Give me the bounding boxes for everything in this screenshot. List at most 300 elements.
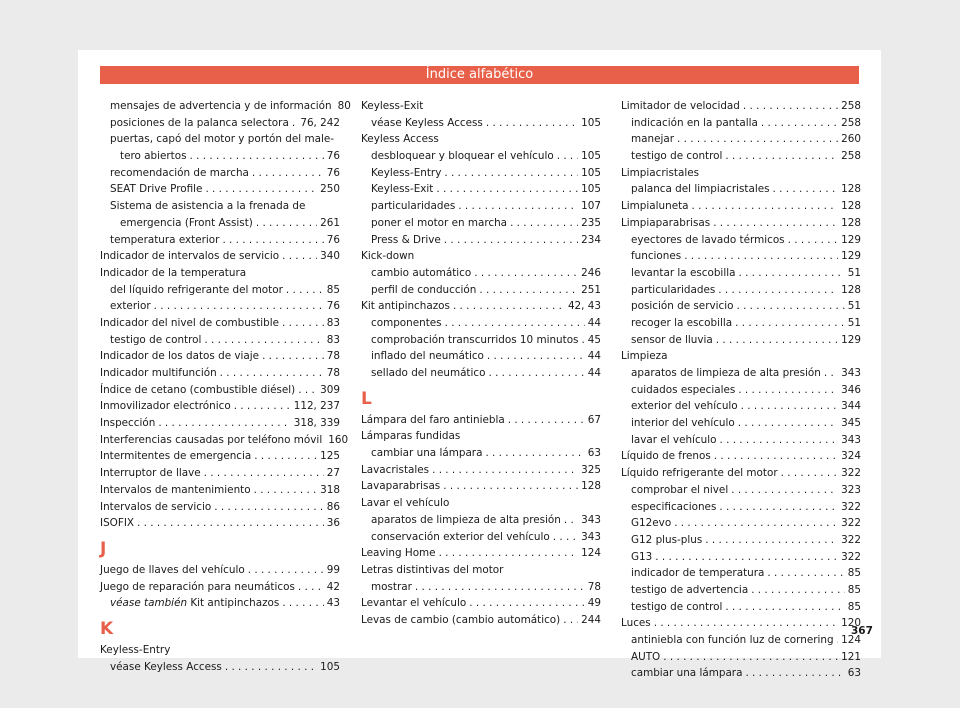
- page-reference[interactable]: 86: [326, 500, 340, 513]
- index-entry: [621, 232, 861, 249]
- entry-text: [110, 115, 289, 132]
- dot-leader: [553, 529, 578, 546]
- page-reference[interactable]: 261: [320, 216, 340, 229]
- entry-label: mensajes de advertencia y de información: [110, 100, 332, 112]
- index-entry: [361, 115, 601, 132]
- dot-leader: [731, 482, 838, 499]
- entry-text: [110, 181, 202, 198]
- dot-leader: [719, 499, 838, 516]
- dot-leader: [824, 365, 838, 382]
- entry-text: [631, 315, 732, 332]
- index-entry: [361, 445, 601, 462]
- page-reference[interactable]: 322: [841, 500, 861, 513]
- page-reference[interactable]: 51: [847, 266, 861, 279]
- entry-text: [110, 131, 334, 148]
- page-reference[interactable]: 78: [326, 350, 340, 363]
- dot-leader: [479, 282, 578, 299]
- page-reference[interactable]: 322: [841, 533, 861, 546]
- entry-label: comprobación transcurridos 10 minutos: [371, 333, 579, 346]
- page-reference[interactable]: 343: [581, 530, 601, 543]
- entry-label: Índice de cetano (combustible diésel): [100, 383, 296, 396]
- dot-leader: [262, 348, 324, 365]
- entry-label: Indicador de intervalos de servicio: [100, 250, 280, 263]
- entry-text: [621, 215, 710, 232]
- entry-label: Levas de cambio (cambio automático): [361, 613, 561, 626]
- entry-text: [100, 448, 251, 465]
- entry-text: [631, 582, 748, 599]
- entry-label: levantar la escobilla: [631, 266, 736, 279]
- index-entry: [100, 415, 340, 432]
- entry-label: Limpiacristales: [621, 166, 700, 179]
- dot-leader: [705, 532, 838, 549]
- page-reference[interactable]: 260: [841, 133, 861, 146]
- dot-leader: [445, 315, 585, 332]
- entry-text: [631, 131, 674, 148]
- entry-label: cuidados especiales: [631, 383, 736, 396]
- entry-label: AUTO: [631, 650, 661, 663]
- entry-label: Keyless-Entry: [371, 166, 442, 179]
- entry-text: [110, 165, 249, 182]
- entry-label: perfil de conducción: [371, 283, 477, 296]
- index-entry: [100, 382, 340, 399]
- entry-label: tero abiertos: [120, 150, 187, 163]
- page-reference[interactable]: 124: [581, 547, 601, 560]
- page-reference[interactable]: 128: [841, 183, 861, 196]
- page-reference[interactable]: 78: [326, 367, 340, 379]
- entry-label: cambiar una lámpara: [631, 667, 743, 680]
- dot-leader: [298, 579, 324, 596]
- page-reference[interactable]: 83: [326, 316, 340, 329]
- entry-text: [100, 579, 295, 596]
- page-reference[interactable]: 128: [841, 200, 861, 213]
- page-reference[interactable]: 63: [847, 667, 861, 680]
- page-reference[interactable]: 129: [841, 233, 861, 246]
- index-entry: [100, 642, 340, 659]
- entry-text: [361, 131, 439, 148]
- entry-text: [110, 659, 222, 676]
- entry-label: posición de servicio: [631, 300, 734, 313]
- page-reference[interactable]: 128: [841, 216, 861, 229]
- entry-label: G13: [631, 550, 653, 563]
- entry-label: Indicador de la temperatura: [100, 266, 247, 279]
- entry-label: puertas, capó del motor y portón del male-: [110, 133, 334, 146]
- index-entry: [621, 265, 861, 282]
- index-entry: [621, 398, 861, 415]
- dot-leader: [214, 499, 324, 516]
- page-reference[interactable]: 45: [587, 333, 601, 346]
- page-reference[interactable]: 258: [841, 100, 861, 112]
- page-reference[interactable]: 343: [841, 433, 861, 446]
- index-entry: [621, 165, 861, 182]
- page-reference[interactable]: 76, 242: [300, 116, 340, 129]
- entry-label: ISOFIX: [100, 517, 134, 530]
- dot-leader: [292, 115, 298, 132]
- index-entry: [100, 579, 340, 596]
- dot-leader: [282, 248, 317, 265]
- index-entry: [100, 115, 340, 132]
- entry-text: [621, 348, 668, 365]
- dot-leader: [557, 148, 578, 165]
- entry-label: recoger la escobilla: [631, 316, 733, 329]
- dot-leader: [736, 298, 844, 315]
- dot-leader: [718, 282, 838, 299]
- page-reference[interactable]: 78: [587, 580, 601, 593]
- index-entry: [361, 612, 601, 629]
- entry-text: [621, 615, 651, 632]
- page-reference[interactable]: 85: [847, 567, 861, 580]
- page-reference[interactable]: 105: [581, 166, 601, 179]
- dot-leader: [684, 248, 838, 265]
- entry-text: [120, 148, 187, 165]
- page-reference[interactable]: 129: [841, 250, 861, 263]
- dot-leader: [735, 315, 845, 332]
- entry-label: Interferencias causadas por teléfono móvil: [100, 433, 323, 446]
- index-entry: [621, 649, 861, 666]
- dot-leader: [220, 365, 324, 382]
- index-entry: [621, 282, 861, 299]
- entry-label: véase Keyless Access: [110, 660, 222, 673]
- entry-label: testigo de advertencia: [631, 583, 749, 596]
- dot-leader: [234, 398, 291, 415]
- dot-leader: [444, 165, 578, 182]
- page-reference[interactable]: 105: [581, 150, 601, 163]
- page-reference[interactable]: 309: [320, 383, 340, 396]
- entry-label: testigo de control: [631, 600, 723, 613]
- page-reference[interactable]: 325: [581, 463, 601, 476]
- page-reference[interactable]: 235: [581, 216, 601, 229]
- index-entry: [100, 562, 340, 579]
- index-entry: [621, 332, 861, 349]
- entry-label: Kick-down: [361, 250, 415, 263]
- entry-text: [371, 181, 433, 198]
- entry-text: [371, 579, 412, 596]
- page-reference[interactable]: 63: [587, 447, 601, 460]
- dot-leader: [488, 365, 584, 382]
- entry-label: Press & Drive: [371, 233, 441, 246]
- dot-leader: [222, 232, 323, 249]
- page-reference[interactable]: 99: [326, 563, 340, 576]
- index-entry: [100, 398, 340, 415]
- page-reference[interactable]: 343: [581, 513, 601, 526]
- index-entry: [361, 529, 601, 546]
- entry-label: aparatos de limpieza de alta presión: [631, 367, 821, 379]
- index-entry: [100, 365, 340, 382]
- index-entry: [621, 499, 861, 516]
- dot-leader: [751, 582, 845, 599]
- dot-leader: [256, 215, 317, 232]
- entry-text: [361, 462, 429, 479]
- index-entry: [100, 515, 340, 532]
- dot-leader: [738, 265, 844, 282]
- section-letter: L: [361, 388, 372, 409]
- dot-leader: [508, 412, 585, 429]
- page-reference[interactable]: 51: [847, 316, 861, 329]
- index-entry: [361, 478, 601, 495]
- dot-leader: [204, 332, 323, 349]
- entry-label: interior del vehículo: [631, 417, 735, 430]
- entry-label: G12evo: [631, 517, 672, 530]
- index-entry: [100, 131, 340, 148]
- dot-leader: [564, 512, 578, 529]
- entry-label: cambiar una lámpara: [371, 447, 483, 460]
- entry-text: [631, 665, 742, 682]
- dot-leader: [788, 232, 839, 249]
- index-entry: [100, 248, 340, 265]
- entry-label: componentes: [371, 316, 442, 329]
- index-entry: [100, 448, 340, 465]
- entry-label: Lavacristales: [361, 463, 430, 476]
- page-reference[interactable]: 345: [841, 417, 861, 430]
- entry-label: testigo de control: [631, 150, 723, 163]
- index-entry: [361, 332, 601, 349]
- page-reference[interactable]: 44: [587, 316, 601, 329]
- dot-leader: [677, 131, 838, 148]
- dot-leader: [443, 478, 578, 495]
- index-column-2: [361, 98, 601, 629]
- page-reference[interactable]: 324: [841, 450, 861, 463]
- entry-text: [361, 595, 466, 612]
- page-reference[interactable]: 83: [326, 333, 340, 346]
- dot-leader: [663, 649, 838, 666]
- entry-text: [631, 265, 735, 282]
- entry-label: Indicador multifunción: [100, 367, 217, 379]
- entry-label: cambio automático: [371, 266, 472, 279]
- entry-label: Leaving Home: [361, 547, 436, 560]
- page-reference[interactable]: 67: [587, 413, 601, 426]
- index-entry: [621, 198, 861, 215]
- entry-label: indicador de temperatura: [631, 567, 765, 580]
- index-entry: [100, 215, 340, 232]
- page-reference[interactable]: 51: [847, 300, 861, 313]
- entry-label: desbloquear y bloquear el vehículo: [371, 150, 554, 163]
- dot-leader: [453, 298, 565, 315]
- page-reference[interactable]: 160: [328, 433, 349, 446]
- dot-leader: [436, 181, 578, 198]
- entry-text: [371, 215, 507, 232]
- dot-leader: [158, 415, 290, 432]
- entry-text: [631, 398, 738, 415]
- page-reference[interactable]: 44: [587, 350, 601, 363]
- page-reference[interactable]: 343: [841, 367, 861, 379]
- index-entry: [361, 248, 601, 265]
- entry-label: mostrar: [371, 580, 412, 593]
- page-reference[interactable]: 27: [326, 467, 340, 480]
- entry-label: Lavar el vehículo: [361, 497, 450, 510]
- entry-text: [371, 529, 550, 546]
- index-entry: [361, 562, 601, 579]
- page-reference[interactable]: 322: [841, 517, 861, 530]
- index-entry: [621, 315, 861, 332]
- index-entry: [361, 198, 601, 215]
- entry-label: G12 plus-plus: [631, 533, 703, 546]
- index-entry: [100, 499, 340, 516]
- index-entry: [621, 98, 861, 115]
- entry-label: SEAT Drive Profile: [110, 183, 203, 196]
- entry-label: Kit antipinchazos: [190, 597, 280, 610]
- page-reference[interactable]: 85: [847, 583, 861, 596]
- page-reference[interactable]: 121: [841, 650, 861, 663]
- dot-leader: [444, 232, 578, 249]
- index-entry: [621, 181, 861, 198]
- index-entry: [621, 549, 861, 566]
- index-entry: [100, 148, 340, 165]
- dot-leader: [837, 632, 839, 649]
- dot-leader: [738, 415, 838, 432]
- page-reference[interactable]: 105: [320, 660, 340, 673]
- index-entry: [361, 215, 601, 232]
- entry-label: manejar: [631, 133, 674, 146]
- dot-leader: [510, 215, 578, 232]
- index-entry: [621, 582, 861, 599]
- entry-text: [631, 282, 715, 299]
- entry-text: [100, 499, 211, 516]
- page-reference[interactable]: 128: [841, 283, 861, 296]
- page-reference[interactable]: 43: [326, 597, 340, 610]
- page-reference[interactable]: 49: [587, 597, 601, 610]
- page-reference[interactable]: 258: [841, 116, 861, 129]
- index-entry: [361, 315, 601, 332]
- page-reference[interactable]: 85: [326, 283, 340, 296]
- dot-leader: [254, 448, 317, 465]
- index-entry: [361, 348, 601, 365]
- page-reference[interactable]: 129: [841, 333, 861, 346]
- entry-text: [100, 348, 259, 365]
- page-reference[interactable]: 244: [581, 613, 601, 626]
- page-reference[interactable]: 80: [337, 100, 351, 112]
- entry-text: [631, 382, 735, 399]
- entry-label: Levantar el vehículo: [361, 597, 467, 610]
- index-entry: [621, 115, 861, 132]
- entry-label: emergencia (Front Assist): [120, 216, 253, 229]
- index-entry: [621, 565, 861, 582]
- entry-label: Limitador de velocidad: [621, 100, 740, 112]
- entry-label: Juego de llaves del vehículo: [100, 563, 245, 576]
- page-reference[interactable]: 318, 339: [293, 417, 340, 430]
- entry-label: Interruptor de llave: [100, 467, 201, 480]
- entry-label: Líquido refrigerante del motor: [621, 467, 778, 480]
- page-reference[interactable]: 318: [320, 483, 340, 496]
- entry-label: Indicador del nivel de combustible: [100, 316, 280, 329]
- entry-label: exterior: [110, 300, 151, 313]
- entry-text: [361, 562, 503, 579]
- dot-leader: [563, 612, 578, 629]
- entry-text: [631, 148, 722, 165]
- index-entry: [621, 298, 861, 315]
- page-reference[interactable]: 323: [841, 483, 861, 496]
- entry-text: [100, 365, 217, 382]
- entry-text: [361, 428, 460, 445]
- entry-text: [110, 332, 201, 349]
- page-reference[interactable]: 120: [841, 617, 861, 630]
- page-reference[interactable]: 322: [841, 467, 861, 480]
- index-entry: [621, 365, 861, 382]
- page-reference[interactable]: 105: [581, 183, 601, 196]
- entry-label: eyectores de lavado térmicos: [631, 233, 785, 246]
- entry-label: Limpieza: [621, 350, 668, 363]
- page-reference[interactable]: 234: [581, 233, 601, 246]
- index-entry: [100, 298, 340, 315]
- entry-label: indicación en la pantalla: [631, 116, 758, 129]
- entry-text: [631, 298, 733, 315]
- page-reference[interactable]: 76: [326, 233, 340, 246]
- page-reference[interactable]: 258: [841, 150, 861, 163]
- index-entry: [361, 282, 601, 299]
- page-reference[interactable]: 36: [326, 517, 340, 530]
- entry-label: temperatura exterior: [110, 233, 220, 246]
- page-reference[interactable]: 112, 237: [293, 400, 340, 413]
- page-reference[interactable]: 344: [841, 400, 861, 413]
- dot-leader: [415, 579, 585, 596]
- index-entry: [100, 165, 340, 182]
- dot-leader: [205, 181, 317, 198]
- entry-text: [110, 298, 151, 315]
- entry-label: exterior del vehículo: [631, 400, 738, 413]
- dot-leader: [654, 615, 838, 632]
- entry-text: [110, 282, 283, 299]
- page-reference[interactable]: 76: [326, 166, 340, 179]
- page-reference[interactable]: 76: [326, 300, 340, 313]
- entry-text: [631, 499, 716, 516]
- dot-leader: [439, 545, 579, 562]
- entry-label: Indicador de los datos de viaje: [100, 350, 260, 363]
- page-reference[interactable]: 124: [841, 634, 861, 646]
- page-reference[interactable]: 42, 43: [567, 300, 601, 313]
- page-reference[interactable]: 76: [326, 150, 340, 163]
- page-reference[interactable]: 250: [320, 183, 340, 196]
- index-entry: [100, 432, 349, 449]
- entry-text: [361, 478, 440, 495]
- index-entry: [621, 465, 861, 482]
- entry-text: [631, 332, 713, 349]
- page-reference[interactable]: 251: [581, 283, 601, 296]
- page-reference[interactable]: 125: [320, 450, 340, 463]
- entry-label: del líquido refrigerante del motor: [110, 283, 283, 296]
- page-reference[interactable]: 85: [847, 600, 861, 613]
- page-reference[interactable]: 107: [581, 200, 601, 213]
- index-entry: [621, 348, 861, 365]
- index-entry: [100, 265, 340, 282]
- page-reference[interactable]: 128: [581, 480, 601, 493]
- section-letter: J: [100, 538, 107, 559]
- index-entry: [621, 599, 861, 616]
- page-reference[interactable]: 42: [326, 580, 340, 593]
- entry-text: [631, 649, 660, 666]
- dot-leader: [254, 482, 318, 499]
- entry-text: [631, 532, 702, 549]
- entry-text: [371, 232, 441, 249]
- page-reference[interactable]: 346: [841, 383, 861, 396]
- entry-text: [100, 315, 279, 332]
- entry-label: Lámparas fundidas: [361, 430, 461, 443]
- entry-text: [371, 115, 483, 132]
- entry-text: [100, 248, 279, 265]
- dot-leader: [487, 348, 585, 365]
- index-entry: [361, 148, 601, 165]
- dot-leader: [716, 332, 838, 349]
- entry-label: véase Keyless Access: [371, 116, 483, 129]
- page-reference[interactable]: 246: [581, 266, 601, 279]
- entry-text: [120, 215, 253, 232]
- page-reference[interactable]: 322: [841, 550, 861, 563]
- entry-text: [621, 465, 778, 482]
- entry-label: Letras distintivas del motor: [361, 563, 504, 576]
- entry-label: Intervalos de mantenimiento: [100, 483, 251, 496]
- index-entry: [621, 665, 861, 682]
- page-reference[interactable]: 105: [581, 116, 601, 129]
- page-reference[interactable]: 44: [587, 367, 601, 379]
- page-reference[interactable]: 340: [320, 250, 340, 263]
- dot-leader: [581, 332, 584, 349]
